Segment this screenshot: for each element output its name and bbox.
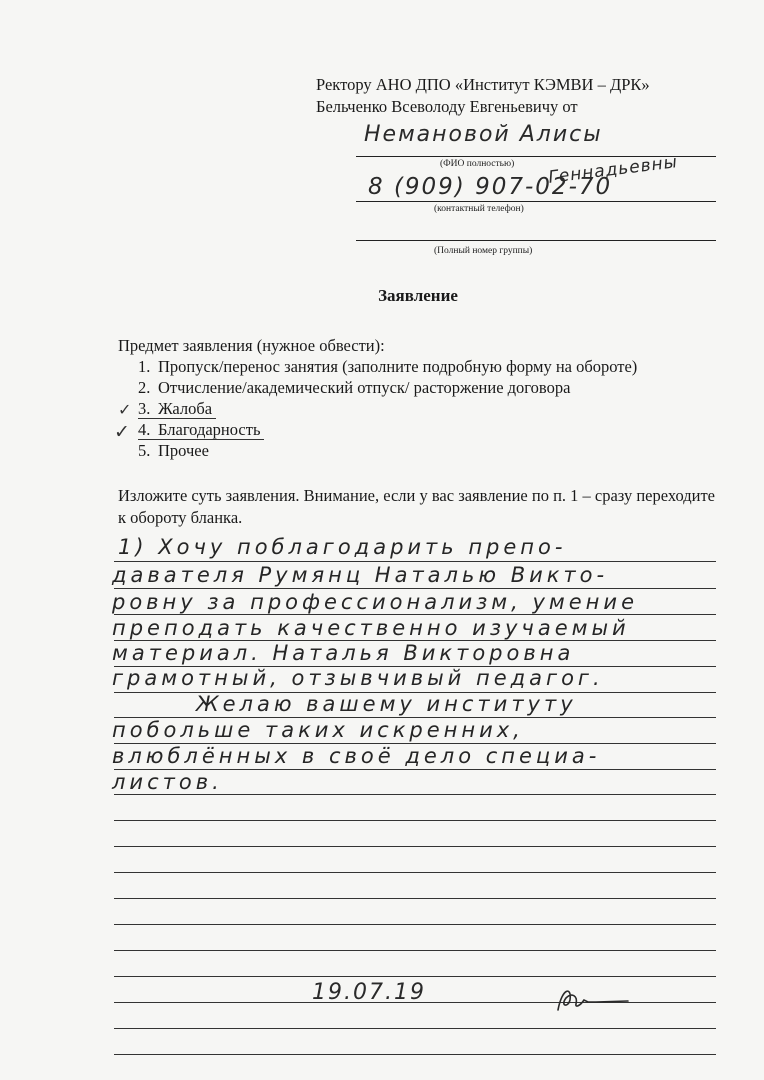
- essay-line-2: давателя Румянц Наталью Викто-: [112, 563, 609, 587]
- subject-option-text: Благодарность: [158, 420, 261, 439]
- essay-line-8: побольше таких искренних,: [112, 718, 524, 742]
- handwritten-date: 19.07.19: [312, 980, 426, 1005]
- subject-label: Предмет заявления (нужное обвести):: [118, 336, 385, 355]
- subject-options: [138, 356, 637, 461]
- phone-caption: (контактный телефон): [434, 204, 524, 214]
- addressee-line-2: Бельченко Всеволоду Евгеньевичу от: [316, 97, 578, 116]
- subject-option-4-underlined: 4. Благодарность: [138, 420, 264, 440]
- ruled-line: [114, 1028, 716, 1029]
- ruled-line: [114, 614, 716, 615]
- essay-line-6: грамотный, отзывчивый педагог.: [112, 666, 604, 690]
- signature-icon: [548, 984, 638, 1014]
- subject-option-3-underlined: 3. Жалоба: [138, 399, 216, 419]
- group-caption: (Полный номер группы): [434, 246, 533, 256]
- ruled-line: [114, 898, 716, 899]
- subject-option-text: Отчисление/академический отпуск/ расторжение договора: [158, 378, 571, 397]
- document-title: Заявление: [378, 286, 458, 305]
- essay-line-10: листов.: [112, 770, 223, 794]
- applicant-patronymic-handwritten: Геннадьевны: [547, 152, 680, 188]
- ruled-line: [114, 1054, 716, 1055]
- ruled-line: [114, 950, 716, 951]
- addressee-line-1: Ректору АНО ДПО «Институт КЭМВИ – ДРК»: [316, 75, 650, 94]
- addressee-block: [316, 74, 650, 118]
- essay-line-5: материал. Наталья Викторовна: [112, 641, 575, 665]
- essay-line-7: Желаю вашему институту: [196, 692, 577, 716]
- essay-line-4: преподать качественно изучаемый: [112, 616, 630, 640]
- checkmark-icon: ✓: [118, 400, 132, 419]
- subject-option-4: [138, 419, 637, 440]
- ruled-line: [114, 924, 716, 925]
- subject-option-text: Прочее: [158, 441, 209, 460]
- applicant-name-handwritten: Немановой Алисы: [364, 122, 603, 147]
- instruction-text: Изложите суть заявления. Внимание, если у вас заявление по п. 1 – сразу переходите к обороту бланка.: [118, 486, 716, 527]
- ruled-line: [114, 794, 716, 795]
- subject-option-1: 1. Пропуск/перенос занятия (заполните подробную форму на обороте): [138, 357, 638, 376]
- essay-line-1: 1) Хочу поблагодарить препо-: [118, 535, 567, 559]
- name-caption: (ФИО полностью): [440, 159, 515, 169]
- ruled-line: [114, 820, 716, 821]
- group-field-line: [356, 240, 716, 241]
- subject-option-3: [138, 398, 637, 419]
- ruled-line: [114, 561, 716, 562]
- ruled-line: [114, 588, 716, 589]
- essay-line-9: влюблённых в своё дело специа-: [112, 744, 601, 768]
- ruled-line: [114, 976, 716, 977]
- name-field-line: [356, 156, 716, 157]
- subject-option-5: 5. Прочее: [138, 441, 209, 460]
- subject-option-text: Пропуск/перенос занятия (заполните подробную форму на обороте): [158, 357, 638, 376]
- subject-option-2: 2. Отчисление/академический отпуск/ расторжение договора: [138, 378, 571, 397]
- checkmark-icon: ✓: [114, 421, 130, 443]
- ruled-line: [114, 872, 716, 873]
- phone-field-line: [356, 201, 716, 202]
- ruled-line: [114, 846, 716, 847]
- phone-handwritten: 8 (909) 907-02-70: [368, 174, 613, 200]
- subject-option-text: Жалоба: [158, 399, 213, 418]
- essay-line-3: ровну за профессионализм, умение: [112, 590, 638, 614]
